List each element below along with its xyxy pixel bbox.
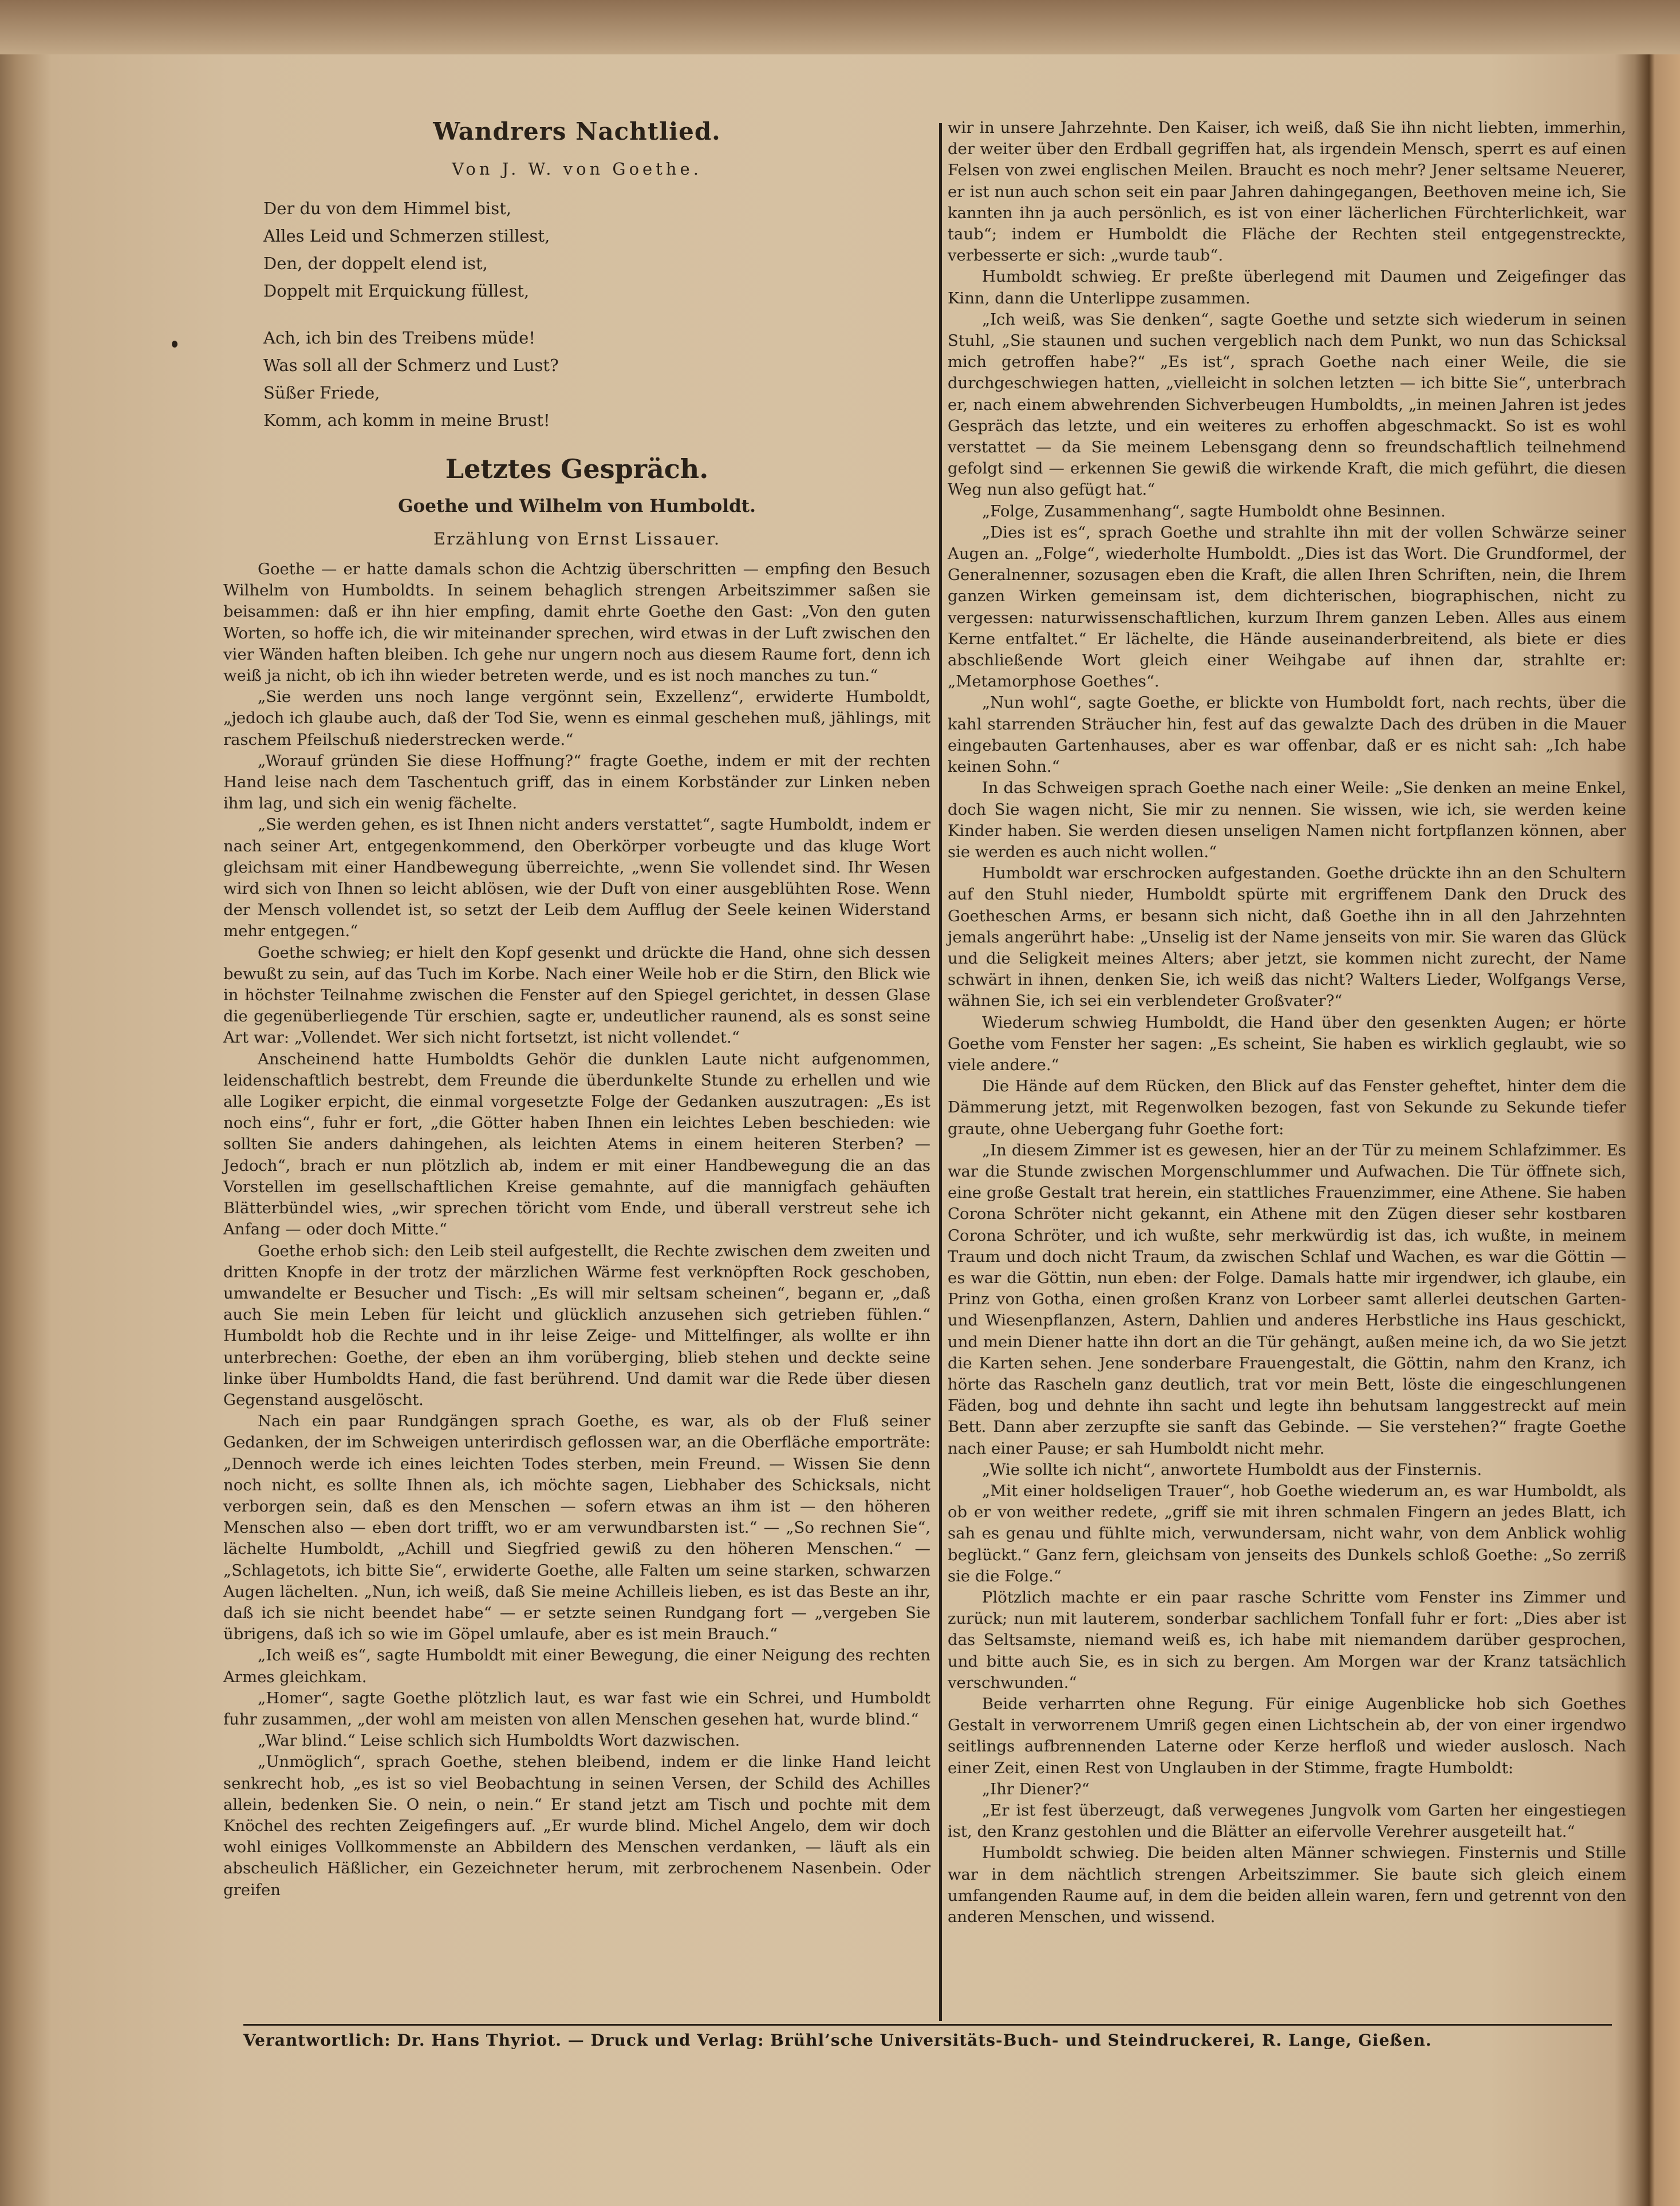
story-title: Letztes Gespräch. bbox=[445, 453, 709, 484]
story-paragraph: Goethe erhob sich: den Leib steil aufgestellt, die Rechte zwischen dem zweiten und dritten Knopfe in der trotz der märzlichen Wärme fest verknöpften Rock geschoben, umwandelte er Besucher und Tisch: „Es will mir seltsam scheinen“, begann er, „daß auch Sie mein Leben für leicht und glücklich anzusehen sich getrieben fühlen.“ Humboldt hob die Rechte und in ihr leise Zeige- und Mittelfinger, als wollte er ihn unterbrechen: Goethe, der eben an ihm vorüberging, blieb stehen und deckte seine linke über Humboldts Hand, die fast berührend. Und damit war die Rede über diesen Gegenstand ausgelöscht. bbox=[223, 1241, 930, 1409]
story-paragraph: „In diesem Zimmer ist es gewesen, hier an der Tür zu meinem Schlafzimmer. Es war die Stunde zwischen Morgenschlummer und Aufwachen. Die Tür öffnete sich, eine große Gestalt trat herein, ein stattliches Frauenzimmer, eine Athene. Sie haben Corona Schröter nicht gekannt, ein Athene mit den Zügen dieser sehr kostbaren Corona Schröter, und ich wußte, sehr merkwürdig ist das, ich wußte, in meinem Traum und doch nicht Traum, da zwischen Schlaf und Wachen, es war die Göttin — es war die Göttin, nun eben: der Folge. Damals hatte mir irgendwer, ich glaube, ein Prinz von Gotha, einen großen Kranz von Lorbeer samt allerlei deutschen Garten- und Wiesenpflanzen, Astern, Dahlien und anderes Herbstliche ins Haus geschickt, und mein Diener hatte ihn dort an die Tür gehängt, außen meine ich, da wo Sie jetzt die Karten sehen. Jene sonderbare Frauengestalt, die Göttin, nahm den Kranz, ich hörte das Rascheln ganz deutlich, trat vor mein Bett, löste die eingeschlungenen Fäden, bog und dehnte ihn sacht und legte ihn behutsam langgestreckt auf mein Bett. Dann aber zerzupfte sie sanft das Gebinde. — Sie verstehen?“ fragte Goethe nach einer Pause; er sah Humboldt nicht mehr. bbox=[948, 1141, 1626, 1458]
story-paragraph: Wiederum schwieg Humboldt, die Hand über den gesenkten Augen; er hörte Goethe vom Fenster her sagen: „Es scheint, Sie haben es wirklich geglaubt, wie so viele andere.“ bbox=[948, 1013, 1626, 1074]
story-paragraph: „Ich weiß, was Sie denken“, sagte Goethe und setzte sich wiederum in seinen Stuhl, „Sie staunen und suchen vergeblich nach dem Punkt, wo nun das Schicksal mich getroffen habe?“ „Es ist“, sprach Goethe nach einer Weile, die sie durchgeschwiegen hatten, „vielleicht in solchen letzten — ich bitte Sie“, unterbrach er, nach einem abwehrenden Sichverbeugen Humboldts, „in meinen Jahren ist jedes Gespräch das letzte, und ein weiteres zu erhoffen abgeschmackt. So ist es wohl verstattet — da Sie meinem Lebensgang denn so freundschaftlich teilnehmend gefolgt sind — erkennen Sie gewiß die wirkende Kraft, die mich geführt, die diesen Weg nun also gefügt hat.“ bbox=[948, 310, 1626, 499]
story-byline: Erzählung von Ernst Lissauer. bbox=[433, 529, 721, 548]
story-paragraph: „Sie werden uns noch lange vergönnt sein, Exzellenz“, erwiderte Humboldt, „jedoch ich glaube auch, daß der Tod Sie, wenn es einmal geschehen muß, jählings, mit raschem Pfeilschuß niederstrecken werde.“ bbox=[223, 688, 930, 749]
poem-line: Alles Leid und Schmerzen stillest, bbox=[263, 226, 550, 246]
left-column bbox=[223, 117, 930, 1901]
poem-author: Von J. W. von Goethe. bbox=[452, 159, 702, 179]
story-paragraph: Plötzlich machte er ein paar rasche Schritte vom Fenster ins Zimmer und zurück; nun mit lauterem, sonderbar sachlichem Tonfall fuhr er fort: „Dies aber ist das Seltsamste, niemand weiß es, ich habe mit niemandem darüber gesprochen, und bitte auch Sie, es in sich zu bergen. Am Morgen war der Kranz tatsächlich verschwunden.“ bbox=[948, 1588, 1626, 1692]
story-paragraph: „Unmöglich“, sprach Goethe, stehen bleibend, indem er die linke Hand leicht senkrecht hob, „es ist so viel Beobachtung in seinen Versen, der Schild des Achilles allein, bedenken Sie. O nein, o nein.“ Er stand jetzt am Tisch und pochte mit dem Knöchel des rechten Zeigefingers auf. „Er wurde blind. Michel Angelo, dem wir doch wohl einiges Vollkommenste an Abbildern des Menschen verdanken, — läuft als ein abscheulich Häßlicher, ein Gezeichneter herum, mit zerbrochenem Nasenbein. Oder greifen bbox=[223, 1753, 930, 1899]
poem-line: Süßer Friede, bbox=[263, 383, 380, 402]
poem-line: Was soll all der Schmerz und Lust? bbox=[263, 356, 559, 375]
ink-spot bbox=[172, 341, 178, 348]
story-paragraph: „Ich weiß es“, sagte Humboldt mit einer Bewegung, die einer Neigung des rechten Armes gleichkam. bbox=[223, 1646, 930, 1686]
story-paragraph: Beide verharrten ohne Regung. Für einige Augenblicke hob sich Goethes Gestalt in verworrenem Umriß gegen einen Lichtschein ab, der von einer irgendwo seitlings aufbrennenden Laterne oder Kerze herfloß und wieder auslosch. Nach einer Zeit, einen Rest von Unglauben in der Stimme, fragte Humboldt: bbox=[948, 1695, 1626, 1777]
story-paragraph: Humboldt schwieg. Die beiden alten Männer schwiegen. Finsternis und Stille war in dem nächtlich strengen Arbeitszimmer. Sie baute sich gleich einem umfangenden Raume auf, in dem die beiden allein waren, fern und getrennt von den anderen Menschen, und wissend. bbox=[948, 1844, 1626, 1927]
story-paragraph: „Wie sollte ich nicht“, anwortete Humboldt aus der Finsternis. bbox=[982, 1460, 1482, 1479]
poem-title: Wandrers Nachtlied. bbox=[433, 117, 721, 145]
story-paragraph: „Homer“, sagte Goethe plötzlich laut, es war fast wie ein Schrei, und Humboldt fuhr zusammen, „der wohl am meisten von allen Menschen gesehen hat, wurde blind.“ bbox=[223, 1688, 930, 1729]
imprint-line: Verantwortlich: Dr. Hans Thyriot. — Druck und Verlag: Brühl’sche Universitäts-Buch- und Steindruckerei, R. Lange, Gießen. bbox=[243, 2031, 1432, 2050]
poem-stanza-1 bbox=[263, 195, 930, 305]
story-paragraph: „Nun wohl“, sagte Goethe, er blickte von Humboldt fort, nach rechts, über die kahl starrenden Sträucher hin, fest auf das gewalzte Dach des drüben in die Mauer eingebauten Gartenhauses, aber es war offenbar, daß er es nicht sah: „Ich habe keinen Sohn.“ bbox=[948, 693, 1626, 776]
poem-line: Der du von dem Himmel bist, bbox=[263, 199, 511, 218]
story-paragraph: „Er ist fest überzeugt, daß verwegenes Jungvolk vom Garten her eingestiegen ist, den Kranz gestohlen und die Blätter an eifervolle Verehrer ausgeteilt hat.“ bbox=[948, 1801, 1626, 1841]
story-paragraph: Die Hände auf dem Rücken, den Blick auf das Fenster geheftet, hinter dem die Dämmerung jetzt, mit Regenwolken bezogen, fast von Sekunde zu Sekunde tiefer graute, ohne Uebergang fuhr Goethe fort: bbox=[948, 1077, 1626, 1138]
story-paragraph: „Folge, Zusammenhang“, sagte Humboldt ohne Besinnen. bbox=[982, 502, 1446, 520]
story-paragraph: Goethe schwieg; er hielt den Kopf gesenkt und drückte die Hand, ohne sich dessen bewußt zu sein, auf das Tuch im Korbe. Nach einer Weile hob er die Stirn, den Blick wie in höchster Teilnahme zwischen die Fenster auf den Spiegel gerichtet, in dessen Glase die gegenüberliegende Tür erschien, sagte er, undeutlicher raunend, als es sonst seine Art war: „Vollendet. Wer sich nicht fortsetzt, ist nicht vollendet.“ bbox=[223, 943, 930, 1047]
story-paragraph: „War blind.“ Leise schlich sich Humboldts Wort dazwischen. bbox=[258, 1731, 740, 1750]
story-body-left bbox=[223, 559, 930, 1901]
right-column bbox=[948, 117, 1626, 1928]
story-paragraph: Humboldt war erschrocken aufgestanden. Goethe drückte ihn an den Schultern auf den Stuhl nieder, Humboldt spürte mit ergriffenem Dank den Druck des Goetheschen Arms, er besann sich nicht, daß Goethe ihn in all den Jahrzehnten jemals angerührt habe: „Unselig ist der Name jenseits von mir. Sie waren das Glück und die Seligkeit meines Alters; aber jetzt, sie kommen nicht zurecht, der Name schwärt in ihnen, denken Sie, ich weiß das nicht? Walters Lieder, Wolfgangs Verse, wähnen Sie, ich sei ein verblendeter Großvater?“ bbox=[948, 864, 1626, 1011]
page-top-edge bbox=[0, 0, 1680, 54]
footer-rule bbox=[243, 2024, 1612, 2026]
story-body-right bbox=[948, 117, 1626, 1928]
poem-line: Komm, ach komm in meine Brust! bbox=[263, 411, 550, 430]
story-subtitle: Goethe und Wilhelm von Humboldt. bbox=[398, 496, 756, 516]
story-paragraph: „Sie werden gehen, es ist Ihnen nicht anders verstattet“, sagte Humboldt, indem er nach seiner Art, entgegenkommend, den Oberkörper vorbeugte und das kluge Wort gleichsam mit einer Handbewegung überreichte, „wenn Sie vollendet sind. Ihr Wesen wird sich von Ihnen so leicht ablösen, wie der Duft von einer ausgeblühten Rose. Wenn der Mensch vollendet ist, so setzt der Leib dem Aufflug der Seele keinen Widerstand mehr entgegen.“ bbox=[223, 815, 930, 941]
story-paragraph: Goethe — er hatte damals schon die Achtzig überschritten — empfing den Besuch Wilhelm von Humboldts. In seinem behaglich strengen Arbeitszimmer saßen sie beisammen: daß er ihn hier empfing, damit ehrte Goethe den Gast: „Von den guten Worten, so hoffe ich, die wir miteinander sprechen, wird etwas in der Luft zwischen den vier Wänden haften bleiben. Ich gehe nur ungern noch aus diesem Raume fort, denn ich weiß ja nicht, ob ich ihn wieder betreten werde, und es ist noch manches zu tun.“ bbox=[223, 560, 930, 685]
poem-line: Ach, ich bin des Treibens müde! bbox=[263, 328, 535, 348]
story-paragraph: Humboldt schwieg. Er preßte überlegend mit Daumen und Zeigefinger das Kinn, dann die Unterlippe zusammen. bbox=[948, 267, 1626, 307]
poem-line: Den, der doppelt elend ist, bbox=[263, 254, 488, 273]
story-paragraph: „Worauf gründen Sie diese Hoffnung?“ fragte Goethe, indem er mit der rechten Hand leise nach dem Taschentuch griff, das in einem Korbständer zur Linken neben ihm lag, und sich ein wenig fächelte. bbox=[223, 751, 930, 813]
column-divider bbox=[939, 123, 942, 2021]
poem-stanza-2 bbox=[263, 324, 930, 434]
story-paragraph: „Mit einer holdseligen Trauer“, hob Goethe wiederum an, es war Humboldt, als ob er von weither redete, „griff sie mit ihren schmalen Fingern an jedes Blatt, ich sah es genau und fühlte mich, verwundersam, nicht wahr, von dem Anblick wohlig beglückt.“ Ganz fern, gleichsam von jenseits des Dunkels schloß Goethe: „So zerriß sie die Folge.“ bbox=[948, 1482, 1626, 1585]
story-paragraph: wir in unsere Jahrzehnte. Den Kaiser, ich weiß, daß Sie ihn nicht liebten, immerhin, der weiter über den Erdball gegriffen hat, als irgendein Mensch, sperrt es auf einen Felsen von zwei englischen Meilen. Braucht es noch mehr? Jener seltsame Neuerer, er ist nun auch schon seit ein paar Jahren dahingegangen, Beethoven meine ich, Sie kannten ihn ja auch persönlich, es ist von einer lächerlichen Fürchterlichkeit, war taub“; indem er Humboldt die Fläche der Rechten steil entgegenstreckte, verbesserte er sich: „wurde taub“. bbox=[948, 119, 1626, 265]
story-paragraph: „Ihr Diener?“ bbox=[982, 1779, 1090, 1798]
newspaper-page bbox=[54, 54, 1635, 2184]
story-paragraph: Anscheinend hatte Humboldts Gehör die dunklen Laute nicht aufgenommen, leidenschaftlich bestrebt, dem Freunde die überdunkelte Stunde zu erhellen und wie alle Logiker erpicht, die einmal vorgesetzte Folge der Gedanken auszutragen: „Es ist noch eins“, fuhr er fort, „die Götter haben Ihnen ein leichtes Leben beschieden: wie sollten Sie anders dahingehen, als leichten Atems in einem heiteren Sterben? — Jedoch“, brach er nun plötzlich ab, indem er mit einer Handbewegung die an das Vorstellen im gesellschaftlichen Kreise gemahnte, auf die mannigfach gehäuften Blätterbündel wies, „wir sprechen töricht vom Ende, und überall verstreut sehe ich Anfang — oder doch Mitte.“ bbox=[223, 1049, 930, 1239]
story-paragraph: Nach ein paar Rundgängen sprach Goethe, es war, als ob der Fluß seiner Gedanken, der im Schweigen unterirdisch geflossen war, an die Oberfläche emporträte: „Dennoch werde ich eines leichten Todes sterben, mein Freund. — Wissen Sie denn noch nicht, es sollte Ihnen als, ich möchte sagen, Liebhaber des Schicksals, nicht verborgen sein, daß es den Menschen — sofern etwas an ihm ist — den höheren Menschen also — eben dort trifft, wo er am verwundbarsten ist.“ — „So rechnen Sie“, lächelte Humboldt, „Achill und Siegfried gewiß zu den höheren Menschen.“ — „Schlagetots, ich bitte Sie“, erwiderte Goethe, alle Falten um seine starken, schwarzen Augen lächelten. „Nun, ich weiß, daß Sie meine Achilleis lieben, es ist das Beste an ihr, daß ich sie nicht beendet habe“ — er setzte seinen Rundgang fort — „vergeben Sie übrigens, daß ich so wie im Göpel umlaufe, aber es ist mein Brauch.“ bbox=[223, 1412, 930, 1644]
story-paragraph: In das Schweigen sprach Goethe nach einer Weile: „Sie denken an meine Enkel, doch Sie wagen nicht, Sie mir zu nennen. Sie wissen, wie ich, sie werden keine Kinder haben. Sie werden diesen unseligen Namen nicht fortpflanzen können, aber sie werden es auch nicht wollen.“ bbox=[948, 779, 1626, 861]
story-paragraph: „Dies ist es“, sprach Goethe und strahlte ihn mit der vollen Schwärze seiner Augen an. „Folge“, wiederholte Humboldt. „Dies ist das Wort. Die Grundformel, der Generalnenner, sozusagen eben die Kraft, die allen Ihren Schriften, nein, die Ihrem ganzen Wirken gemeinsam ist, dem dichterischen, biographischen, nicht zu vergessen: naturwissenschaftlichen, kurzum Ihrem ganzen Leben. Alles aus einem Kerne entfaltet.“ Er lächelte, die Hände auseinanderbreitend, als biete er dies abschließende Wort gleich einer Weihgabe auf ihnen dar, strahlte er: „Metamorphose Goethes“. bbox=[948, 523, 1626, 691]
poem-line: Doppelt mit Erquickung füllest, bbox=[263, 281, 530, 301]
